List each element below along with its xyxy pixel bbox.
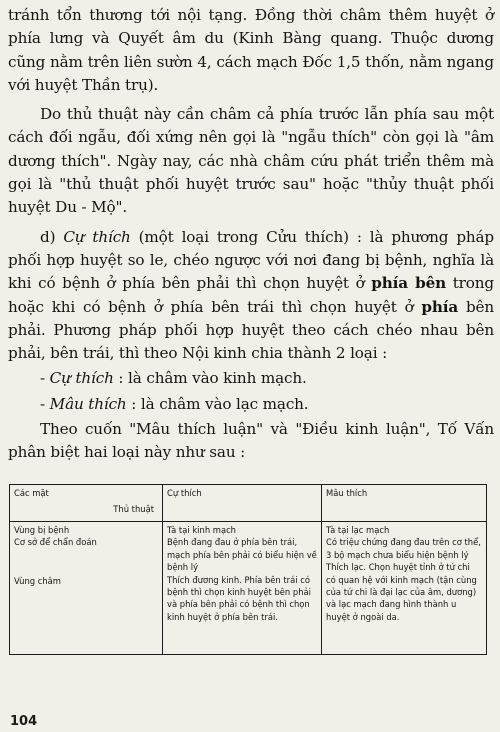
mau-thich-diagnosis: Có triệu chứng đang đau trên cơ thể, 3 bộ mạch chưa biểu hiện bệnh lý: [326, 537, 481, 560]
bullet-text: : là châm vào lạc mạch.: [126, 394, 309, 413]
header-aspects-label: Các mặt: [14, 488, 49, 498]
bullet-term: Cự thích: [49, 369, 114, 388]
paragraph-2: Do thủ thuật này cần châm cả phía trước lẫn phía sau một cách đối ngẫu, đối xứng nên gọi là "ngẫu thích" còn gọi là "âm dương thích". Ngày nay, các nhà châm cứu phát triển thêm mà gọi là "thủ thuật phối huyệt trước sau" hoặc "thủy thuật phối huyệt Du - Mộ".: [8, 105, 494, 217]
bullet-text: : là châm vào kinh mạch.: [113, 369, 307, 388]
header-cell-aspects: [10, 485, 163, 522]
cu-thich-disease-area: Tà tại kinh mạch: [167, 525, 236, 535]
aspect-needling-area: Vùng châm: [14, 575, 61, 586]
paragraph-3-bold-2: phía: [421, 297, 459, 316]
bullet-dash: -: [40, 369, 50, 388]
paragraph-3-text-c: bên phải. Phương pháp phối hợp huyệt theo cách chéo nhau bên phải, bên trái, thì theo Nội kinh chia thành 2 loại :: [8, 297, 494, 363]
bullet-cu-thich: [8, 367, 494, 390]
paragraph-3-term: Cự thích: [63, 227, 131, 246]
paragraph-3-text-b: trong hoặc khi có bệnh ở phía bên trái thì chọn huyệt ở: [8, 274, 494, 316]
bullet-mau-thich: [8, 393, 494, 416]
aspect-diagnosis-basis: Cơ sở để chẩn đoán: [14, 537, 97, 548]
header-technique-label: Thủ thuật: [113, 504, 154, 515]
paragraph-3: [8, 226, 494, 366]
page-number: 104: [10, 714, 38, 729]
mau-thich-disease-area: Tà tại lạc mạch: [326, 525, 390, 535]
paragraph-3-bold-1: phía bên: [371, 274, 447, 293]
paragraph-3-text-a: (một loại trong Cửu thích) : là phương pháp phối hợp huyệt so le, chéo ngược với nơi đang bị bệnh, nghĩa là khi có bệnh ở phía bên phải thì chọn huyệt ở: [8, 227, 495, 293]
paragraph-4: Theo cuốn "Mâu thích luận" và "Điều kinh luận", Tố Vấn phân biệt hai loại này như sau :: [8, 420, 494, 462]
paragraph-3-lead: d): [40, 227, 64, 246]
header-cell-cu-thich: Cự thích: [163, 485, 322, 522]
table-cell-mau-thich: [322, 522, 487, 655]
table-cell-cu-thich: [163, 522, 322, 655]
comparison-table: [9, 484, 487, 655]
cu-thich-needling: Thích đương kinh. Phía bên trái có bệnh thì chọn kinh huyệt bên phải và phía bên phải có bệnh thì chọn kinh huyệt ở phía bên trái.: [167, 574, 311, 622]
aspect-disease-area: Vùng bị bệnh: [14, 525, 70, 535]
table-cell-aspects: [10, 522, 163, 655]
table-row: [10, 522, 487, 655]
header-cell-mau-thich: Mâu thích: [322, 485, 487, 522]
bullet-term: Mâu thích: [49, 394, 127, 413]
bullet-dash: -: [40, 394, 50, 413]
page-body: [8, 4, 494, 465]
cu-thich-diagnosis: Bệnh đang đau ở phía bên trái, mạch phía bên phải có biểu hiện về bệnh lý: [167, 537, 317, 573]
mau-thich-needling: Thích lạc. Chọn huyệt tỉnh ở tứ chi có quan hệ với kinh mạch (tận cùng của tứ chi là đại lạc của âm, dương) và lạc mạch đang hình thành u huyệt ở ngoài da.: [326, 562, 477, 622]
paragraph-1: tránh tổn thương tới nội tạng. Đồng thời châm thêm huyệt ở phía lưng và Quyết âm du (Kinh Bàng quang. Thuộc dương cũng nằm trên liên sườn 4, cách mạch Đốc 1,5 thốn, nằm ngang với huyệt Thần trụ).: [8, 6, 494, 94]
table-header-row: [10, 485, 487, 522]
